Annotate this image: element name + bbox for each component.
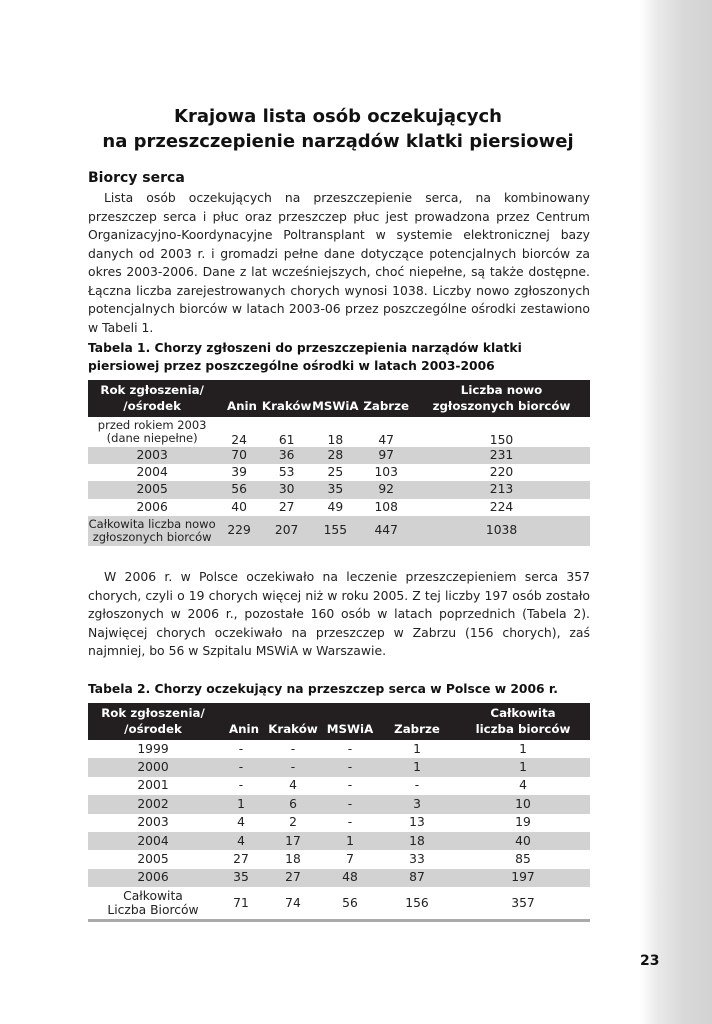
row-label: 2001 [137, 778, 169, 793]
table2-header-row [88, 703, 590, 740]
cell-zabrze: 18 [378, 832, 456, 850]
cell-mswia: - [322, 795, 378, 813]
cell-zabrze: 447 [359, 516, 413, 546]
cell-anin: 4 [218, 832, 264, 850]
cell-anin: - [218, 758, 264, 776]
cell-mswia: 18 [327, 433, 344, 447]
table1-header-row [88, 380, 590, 417]
table1-header-total-line2: zgłoszonych biorców [432, 399, 571, 413]
cell-anin: 27 [233, 852, 249, 867]
table2-header-krakow: Kraków [264, 703, 322, 740]
row-label: 1999 [137, 741, 169, 756]
row-label-line2: (dane niepełne) [106, 431, 198, 445]
cell-krakow: 61 [278, 433, 295, 447]
cell-krakow: - [264, 758, 322, 776]
cell-zabrze: 156 [405, 896, 429, 911]
row-label: 2005 [137, 852, 169, 867]
table1-header-rok-line1: Rok zgłoszenia/ [100, 383, 204, 397]
cell-anin: 40 [231, 499, 247, 514]
row-label-line2: zgłoszonych biorców [92, 529, 212, 544]
cell-mswia: 28 [311, 447, 359, 464]
row-label-line1: Całkowita [123, 889, 183, 904]
cell-mswia: 25 [327, 465, 344, 480]
cell-total: 231 [413, 447, 590, 464]
cell-total: 19 [515, 815, 531, 830]
cell-zabrze: 13 [409, 815, 425, 830]
cell-total: 10 [456, 795, 590, 813]
table-row [88, 814, 590, 832]
cell-anin: 24 [231, 433, 247, 447]
table-row [88, 850, 590, 868]
table-row [88, 869, 590, 887]
cell-mswia: 155 [311, 516, 359, 546]
cell-total: 1038 [413, 516, 590, 546]
table1-header-rok [88, 380, 216, 417]
cell-anin: 56 [216, 481, 262, 498]
cell-zabrze: 47 [378, 433, 394, 447]
table2 [88, 703, 590, 922]
paragraph-2: W 2006 r. w Polsce oczekiwało na leczenie przeszczepieniem serca 357 chorych, czyli o 19 chorych więcej niż w roku 2005. Z tej liczby 197 osób zostało zgłoszonych w 2006 r., pozostałe 160 osób w latach poprzednich (Tabela 2). Najwięcej chorych oczekiwało na przeszczep w Zabrzu (156 chorych), zaś najmniej, bo 56 w Szpitalu MSWiA w Warszawie. [88, 569, 590, 658]
cell-mswia: 48 [322, 869, 378, 887]
table-row [88, 777, 590, 795]
row-label: 2004 [88, 832, 218, 850]
row-label: 2002 [88, 795, 218, 813]
row-label: 2006 [136, 499, 168, 514]
cell-mswia: - [347, 741, 353, 756]
table-row [88, 481, 590, 498]
cell-anin: - [238, 778, 244, 793]
table-row [88, 447, 590, 464]
cell-total: 213 [413, 481, 590, 498]
table1-caption: Tabela 1. Chorzy zgłoszeni do przeszczepienia narządów klatki piersiowej przez poszczególne ośrodki w latach 2003-2006 [88, 341, 522, 373]
table1-header-anin: Anin [216, 380, 262, 417]
table2-header-rok-line2: /ośrodek [124, 722, 182, 736]
cell-anin: 229 [216, 516, 262, 546]
row-label-line1: Całkowita liczba nowo [88, 516, 216, 531]
row-label: 2000 [88, 758, 218, 776]
cell-krakow: 36 [262, 447, 311, 464]
cell-anin: 39 [231, 465, 247, 480]
row-label [88, 516, 216, 546]
cell-mswia: 7 [346, 852, 354, 867]
cell-zabrze: 103 [374, 465, 398, 480]
row-label [88, 887, 218, 921]
row-label: 2003 [137, 815, 169, 830]
cell-zabrze: - [414, 778, 420, 793]
table-row [88, 464, 590, 481]
cell-mswia: 1 [322, 832, 378, 850]
cell-total: 1 [456, 758, 590, 776]
table2-header-mswia: MSWiA [322, 703, 378, 740]
paragraph-1: Lista osób oczekujących na przeszczepienie serca, na kombinowany przeszczep serca i płuc oraz przeszczep płuc jest prowadzona przez Centrum Organizacyjno-Koordynacyjne Poltransplant w systemie elektronicznej bazy danych od 2003 r. i gromadzi pełne dane dotyczące potencjalnych biorców za okres 2003-2006. Dane z lat wcześniejszych, choć niepełne, są także dostępne. Łączna liczba zarejestrowanych chorych wynosi 1038. Liczby nowo zgłoszonych potencjalnych biorców w latach 2003-06 przez poszczególne ośrodki zestawiono w Tabeli 1. [88, 190, 590, 335]
cell-krakow: 17 [264, 832, 322, 850]
table-row [88, 832, 590, 850]
cell-krakow: 207 [262, 516, 311, 546]
page-title [88, 104, 588, 154]
cell-total: 1 [519, 741, 527, 756]
cell-zabrze: 33 [409, 852, 425, 867]
table-row [88, 516, 590, 546]
table-row [88, 795, 590, 813]
page-edge-shadow [640, 0, 712, 1024]
table2-header-total [456, 703, 590, 740]
cell-mswia: 49 [327, 499, 344, 514]
cell-zabrze: 1 [378, 758, 456, 776]
table1-header-mswia: MSWiA [311, 380, 359, 417]
row-label-line1: przed rokiem 2003 [97, 418, 207, 432]
cell-total: 4 [519, 778, 527, 793]
table2-header-zabrze: Zabrze [378, 703, 456, 740]
cell-total: 224 [489, 499, 514, 514]
table-row [88, 499, 590, 516]
table-row [88, 740, 590, 758]
cell-total: 197 [456, 869, 590, 887]
cell-zabrze: 1 [413, 741, 421, 756]
row-label: 2004 [136, 465, 168, 480]
cell-anin: 70 [216, 447, 262, 464]
table1-header-zabrze: Zabrze [359, 380, 413, 417]
table-row [88, 758, 590, 776]
cell-mswia: - [347, 815, 353, 830]
row-label: 2005 [88, 481, 216, 498]
cell-krakow: 27 [264, 869, 322, 887]
table2-header-rok-line1: Rok zgłoszenia/ [101, 706, 205, 720]
cell-krakow: - [290, 741, 296, 756]
cell-zabrze: 3 [378, 795, 456, 813]
page-title-line1: Krajowa lista osób oczekujących [174, 106, 502, 127]
cell-anin: 71 [233, 896, 249, 911]
cell-anin: 35 [218, 869, 264, 887]
table2-caption: Tabela 2. Chorzy oczekujący na przeszczep serca w Polsce w 2006 r. [88, 682, 558, 696]
cell-anin: 1 [218, 795, 264, 813]
cell-total: 357 [511, 896, 535, 911]
cell-mswia: 35 [311, 481, 359, 498]
cell-mswia: - [322, 758, 378, 776]
cell-total: 220 [489, 465, 514, 480]
cell-total: 85 [515, 852, 531, 867]
table1-header-rok-line2: /ośrodek [123, 399, 181, 413]
page-title-line2: na przeszczepienie narządów klatki piersiowej [102, 131, 574, 152]
table1-header-krakow: Kraków [262, 380, 311, 417]
table1-header-total [413, 380, 590, 417]
row-label: 2003 [88, 447, 216, 464]
page-number: 23 [640, 953, 660, 969]
cell-mswia: 56 [342, 896, 358, 911]
table2-header-anin: Anin [218, 703, 264, 740]
cell-krakow: 4 [289, 778, 297, 793]
cell-zabrze: 92 [359, 481, 413, 498]
cell-krakow: 18 [285, 852, 301, 867]
table-row [88, 417, 590, 447]
cell-total: 150 [489, 433, 514, 447]
cell-total: 40 [456, 832, 590, 850]
cell-krakow: 6 [264, 795, 322, 813]
cell-krakow: 2 [289, 815, 297, 830]
cell-krakow: 74 [285, 896, 301, 911]
cell-zabrze: 108 [374, 499, 398, 514]
table-row [88, 887, 590, 921]
row-label-line2: Liczba Biorców [107, 903, 199, 918]
table1 [88, 380, 590, 546]
cell-zabrze: 97 [359, 447, 413, 464]
cell-krakow: 30 [262, 481, 311, 498]
cell-zabrze: 87 [378, 869, 456, 887]
section-heading: Biorcy serca [88, 170, 185, 186]
cell-mswia: - [347, 778, 353, 793]
table2-header-total-line2: liczba biorców [475, 722, 571, 736]
table2-header-rok [88, 703, 218, 740]
cell-anin: - [238, 741, 244, 756]
cell-krakow: 27 [278, 499, 295, 514]
table2-header-total-line1: Całkowita [490, 706, 556, 720]
table1-header-total-line1: Liczba nowo [460, 383, 543, 397]
cell-krakow: 53 [278, 465, 295, 480]
cell-anin: 4 [237, 815, 245, 830]
row-label: 2006 [88, 869, 218, 887]
row-label [88, 417, 216, 447]
